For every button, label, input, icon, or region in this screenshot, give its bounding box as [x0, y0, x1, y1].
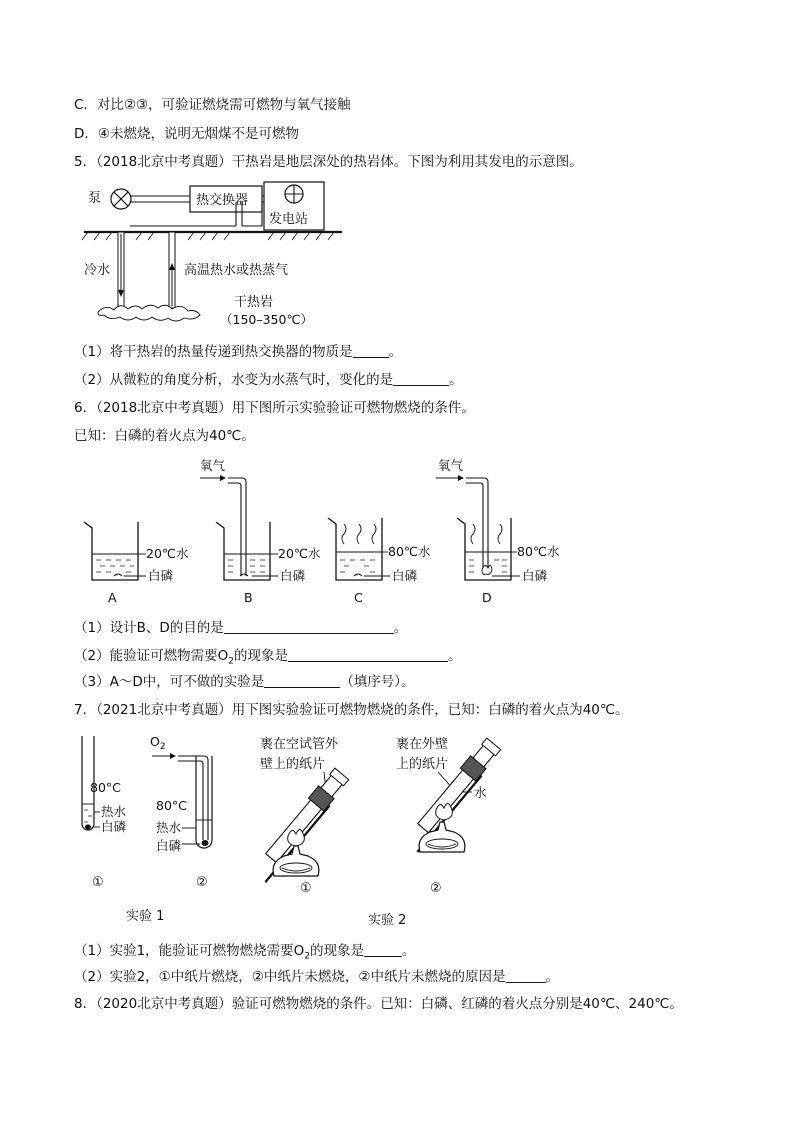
figure-experiments-1-2 [74, 726, 544, 934]
hot-water-label: 热水 [156, 820, 182, 835]
oxygen-label: 氧气 [200, 458, 226, 473]
experiment-2-setup-1 [249, 736, 350, 896]
answer-blank[interactable] [364, 944, 402, 957]
option-d: D．④未燃烧，说明无烟煤不是可燃物 [74, 126, 299, 142]
question-7-stem: 7．（2021北京中考真题）用下图实验验证可燃物燃烧的条件，已知：白磷的着火点为40℃。 [74, 702, 629, 718]
water-temp-label: 20℃水 [146, 546, 189, 561]
hot-dry-rock-shape [98, 305, 200, 321]
beaker-b [200, 458, 321, 605]
white-phosphorus-label: 白磷 [156, 838, 182, 853]
experiment-1-label: 实验 1 [126, 909, 165, 924]
paper-label-line-2: 上的纸片 [396, 757, 449, 772]
beaker-label: C [354, 590, 363, 605]
water-label: 水 [474, 785, 487, 800]
option-c: C．对比②③，可验证燃烧需可燃物与氧气接触 [74, 97, 351, 113]
steam-icon [342, 524, 376, 544]
question-6-part-2: （2）能验证可燃物需要$O_2$的现象是 。 [74, 648, 462, 667]
circled-number-2: ② [196, 875, 208, 890]
hot-water-label: 高温热水或热蒸气 [184, 263, 289, 278]
hot-rock-temp-label: （150–350℃） [220, 312, 314, 327]
question-8-stem: 8．（2020北京中考真题）验证可燃物燃烧的条件。已知：白磷、红磷的着火点分别是40℃、240℃。 [74, 996, 683, 1012]
question-5-part-2: （2）从微粒的角度分析，水变为水蒸气时，变化的是 。 [74, 372, 463, 388]
paper-label-line-1: 裹在空试管外 [260, 737, 339, 752]
white-phosphorus-label: 白磷 [392, 568, 418, 583]
temperature-label: 80°C [90, 780, 121, 795]
white-phosphorus-label: 白磷 [280, 568, 306, 583]
answer-blank[interactable] [288, 649, 448, 662]
heat-exchanger-label: 热交换器 [196, 193, 249, 208]
water-temp-label: 20℃水 [278, 546, 321, 561]
power-station-label: 发电站 [269, 212, 309, 227]
question-7-part-1: （1）实验1，能验证可燃物燃烧需要$O_2$的现象是 。 [74, 943, 416, 962]
circled-number-2: ② [430, 881, 442, 896]
hot-water-label: 热水 [101, 804, 127, 819]
beaker-a [84, 522, 189, 605]
circled-number-1: ① [300, 881, 312, 896]
question-5-part-1: （1）将干热岩的热量传递到热交换器的物质是 。 [74, 344, 403, 360]
experiment-2-setup-2 [396, 736, 502, 896]
white-phosphorus-label: 白磷 [148, 568, 174, 583]
circled-number-1: ① [92, 875, 104, 890]
figure-geothermal-diagram [74, 178, 374, 328]
temperature-label: 80°C [156, 798, 187, 813]
question-6-part-1: （1）设计B、D的目的是 。 [74, 620, 408, 636]
question-6-known: 已知：白磷的着火点为40℃。 [74, 428, 255, 444]
beaker-label: D [482, 590, 492, 605]
experiment-1-tube-2 [150, 734, 212, 890]
arrow-right-icon [220, 475, 226, 481]
water-temp-label: 80℃水 [517, 544, 560, 559]
question-7-part-2: （2）实验2，①中纸片燃烧，②中纸片未燃烧，②中纸片未燃烧的原因是 。 [74, 969, 559, 985]
beaker-label: A [108, 590, 117, 605]
beaker-d [436, 458, 560, 605]
arrow-right-icon [458, 475, 464, 481]
question-5-stem: 5．（2018北京中考真题）干热岩是地层深处的热岩体。下图为利用其发电的示意图。 [74, 154, 583, 170]
question-6-part-3: （3）A～D中，可不做的实验是 （填序号）。 [74, 674, 415, 690]
beaker-label: B [244, 590, 253, 605]
steam-icon [471, 524, 502, 544]
pump-label: 泵 [88, 191, 102, 206]
answer-blank[interactable] [393, 373, 449, 386]
white-phosphorus-label: 白磷 [522, 568, 548, 583]
o2-label: $O_2$ [150, 734, 166, 752]
answer-blank[interactable] [353, 345, 389, 358]
beaker-c [328, 518, 431, 605]
answer-blank[interactable] [264, 675, 340, 688]
hot-rock-label: 干热岩 [234, 295, 274, 310]
experiment-2-label: 实验 2 [368, 913, 407, 928]
water-temp-label: 80℃水 [388, 544, 431, 559]
answer-blank[interactable] [506, 970, 546, 983]
cold-water-label: 冷水 [84, 263, 111, 278]
arrow-right-icon [170, 753, 176, 759]
paper-label-line-1: 裹在外壁 [396, 737, 449, 752]
paper-label-line-2: 壁上的纸片 [260, 757, 326, 772]
oxygen-label: 氧气 [438, 458, 464, 473]
experiment-1-tube-1 [82, 736, 127, 890]
flame-icon [482, 565, 492, 574]
question-6-stem: 6．（2018北京中考真题）用下图所示实验验证可燃物燃烧的条件。 [74, 400, 475, 416]
white-phosphorus-label: 白磷 [101, 819, 127, 834]
answer-blank[interactable] [224, 621, 394, 634]
figure-beakers-abcd [74, 452, 574, 610]
